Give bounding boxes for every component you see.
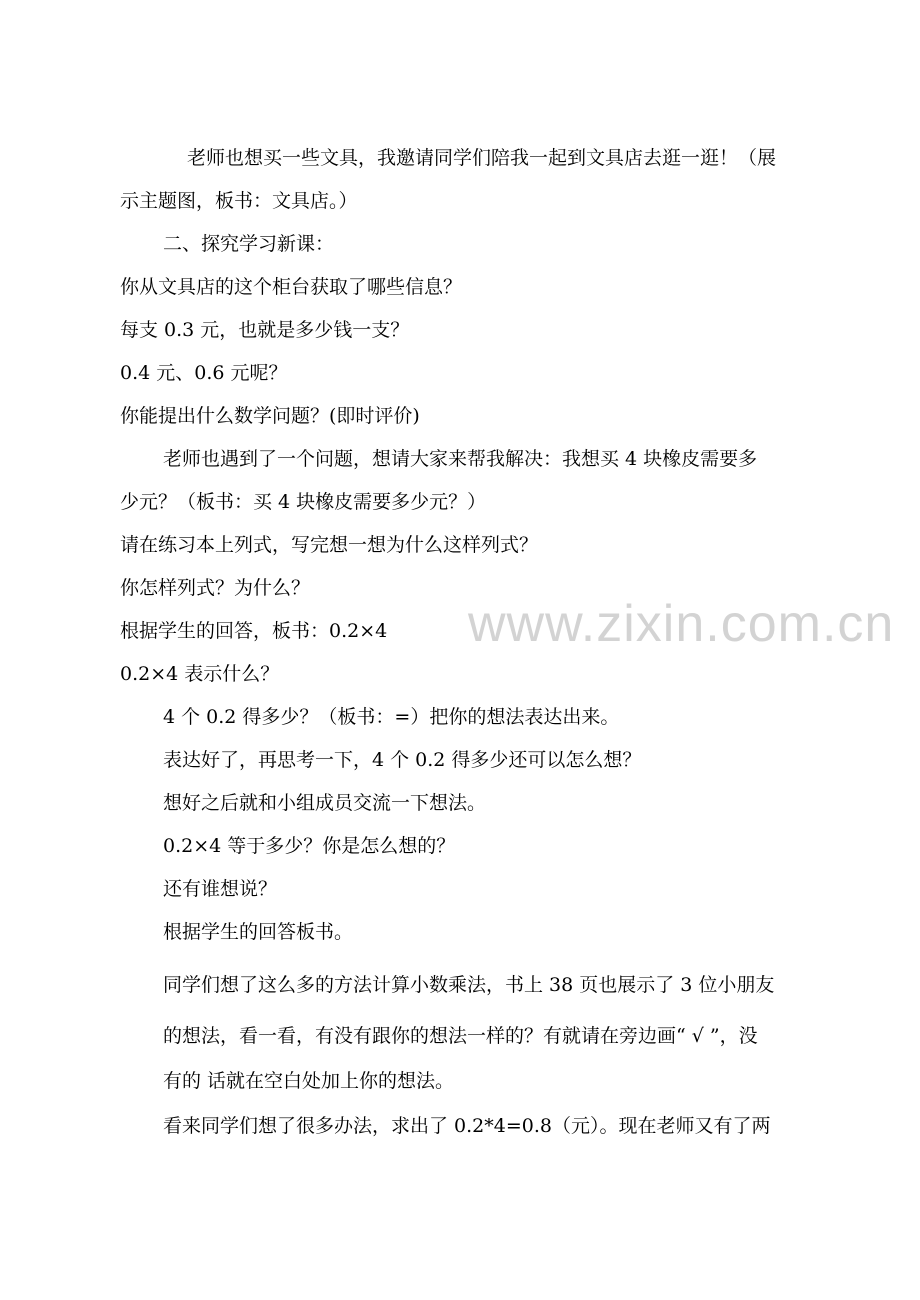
text-line-15: 表达好了，再思考一下，4 个 0.2 得多少还可以怎么想？	[163, 749, 642, 771]
text-line-6: 0.4 元、0.6 元呢？	[120, 362, 288, 384]
text-line-9: 少元？（板书：买 4 块橡皮需要多少元？）	[120, 491, 487, 513]
text-line-23: 看来同学们想了很多办法，求出了 0.2*4=0.8（元）。现在老师又有了两	[163, 1115, 771, 1137]
text-line-16: 想好之后就和小组成员交流一下想法。	[163, 792, 487, 814]
section-heading: 二、探究学习新课：	[163, 233, 335, 255]
text-line-11: 你怎样列式？为什么？	[120, 577, 311, 599]
text-line-20: 同学们想了这么多的方法计算小数乘法，书上 38 页也展示了 3 位小朋友	[163, 974, 775, 996]
text-line-4: 你从文具店的这个柜台获取了哪些信息？	[120, 276, 463, 298]
text-line-7: 你能提出什么数学问题？(即时评价)	[120, 405, 420, 427]
text-line-19: 根据学生的回答板书。	[163, 921, 354, 943]
watermark: www.zixin.com.cn	[468, 595, 895, 653]
text-line-2: 示主题图，板书：文具店。）	[120, 190, 358, 212]
text-line-12: 根据学生的回答，板书：0.2×4	[120, 620, 388, 642]
text-line-17: 0.2×4 等于多少？你是怎么想的？	[163, 835, 456, 857]
text-line-5: 每支 0.3 元，也就是多少钱一支？	[120, 319, 410, 341]
text-line-14: 4 个 0.2 得多少？（板书：=）把你的想法表达出来。	[163, 706, 620, 728]
text-line-21: 的想法，看一看，有没有跟你的想法一样的？有就请在旁边画“ √ ”，没	[163, 1025, 758, 1047]
text-line-13: 0.2×4 表示什么？	[120, 663, 280, 685]
text-line-22: 有的 话就在空白处加上你的想法。	[163, 1070, 455, 1092]
text-line-1: 老师也想买一些文具，我邀请同学们陪我一起到文具店去逛一逛！（展	[187, 147, 777, 169]
text-line-8: 老师也遇到了一个问题，想请大家来帮我解决：我想买 4 块橡皮需要多	[163, 448, 758, 470]
text-line-10: 请在练习本上列式，写完想一想为什么这样列式？	[120, 534, 539, 556]
text-line-18: 还有谁想说？	[163, 878, 278, 900]
